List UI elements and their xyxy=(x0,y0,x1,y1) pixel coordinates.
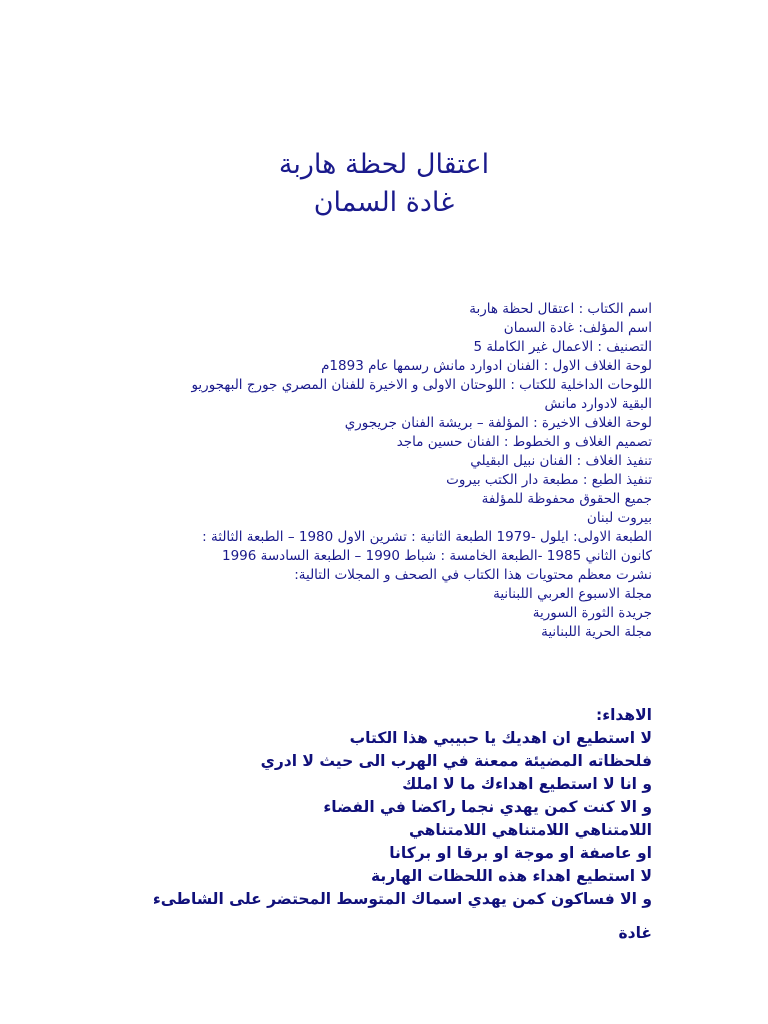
dedication-line: و انا لا استطيع اهداءك ما لا املك xyxy=(402,775,652,793)
info-line: جريدة الثورة السورية xyxy=(532,605,652,621)
info-line: نشرت معظم محتويات هذا الكتاب في الصحف و المجلات التالية: xyxy=(294,567,652,583)
book-title: اعتقال لحظة هاربة xyxy=(278,149,490,180)
info-line: مجلة الاسبوع العربي اللبنانية xyxy=(493,586,652,602)
info-line: لوحة الغلاف الاول : الفنان ادوارد مانش رسمها عام 1893م xyxy=(321,358,652,374)
title-block xyxy=(0,146,768,222)
dedication-heading: الاهداء: xyxy=(596,706,652,724)
dedication-line: لا استطيع ان اهديك يا حبيبي هذا الكتاب xyxy=(349,729,652,747)
info-line: كانون الثاني 1985 -الطبعة الخامسة : شباط 1990 – الطبعة السادسة 1996 xyxy=(221,548,652,564)
dedication-line: او عاصفة او موجة او برقا او بركانا xyxy=(389,844,652,862)
signature: غادة xyxy=(618,924,652,942)
info-line: اسم الكتاب : اعتقال لحظة هاربة xyxy=(469,301,652,317)
info-line: تصميم الغلاف و الخطوط : الفنان حسين ماجد xyxy=(396,434,652,450)
info-line: اسم المؤلف: غادة السمان xyxy=(503,320,652,336)
info-line: البقية لادوارد مانش xyxy=(544,396,652,412)
info-line: اللوحات الداخلية للكتاب : اللوحتان الاولى و الاخيرة للفنان المصري جورج البهجوريو xyxy=(191,377,652,393)
info-line: لوحة الغلاف الاخيرة : المؤلفة – بريشة الفنان جريجوري xyxy=(344,415,652,431)
dedication-line: فلحظاته المضيئة ممعنة في الهرب الى حيث لا ادري xyxy=(260,752,652,770)
dedication-line: اللامتناهي اللامتناهي اللامتناهي xyxy=(409,821,652,839)
info-line: تنفيذ الغلاف : الفنان نبيل البقيلي xyxy=(470,453,652,469)
info-line: جميع الحقوق محفوظة للمؤلفة xyxy=(481,491,652,507)
dedication-line: و الا كنت كمن يهدي نجما راكضا في الفضاء xyxy=(323,798,652,816)
info-line: مجلة الحرية اللبنانية xyxy=(541,624,652,640)
dedication xyxy=(92,704,652,911)
dedication-line: و الا فساكون كمن يهدي اسماك المتوسط المحتضر على الشاطىء xyxy=(152,890,652,908)
publication-info xyxy=(92,300,652,642)
info-line: الطبعة الاولى: ايلول -1979 الطبعة الثانية : تشرين الاول 1980 – الطبعة الثالثة : xyxy=(202,529,652,545)
author-name: غادة السمان xyxy=(313,187,455,218)
info-line: التصنيف : الاعمال غير الكاملة 5 xyxy=(473,339,652,355)
info-line: تنفيذ الطبع : مطبعة دار الكتب بيروت xyxy=(446,472,652,488)
dedication-line: لا استطيع اهداء هذه اللحظات الهاربة xyxy=(371,867,652,885)
info-line: بيروت لبنان xyxy=(586,510,652,526)
